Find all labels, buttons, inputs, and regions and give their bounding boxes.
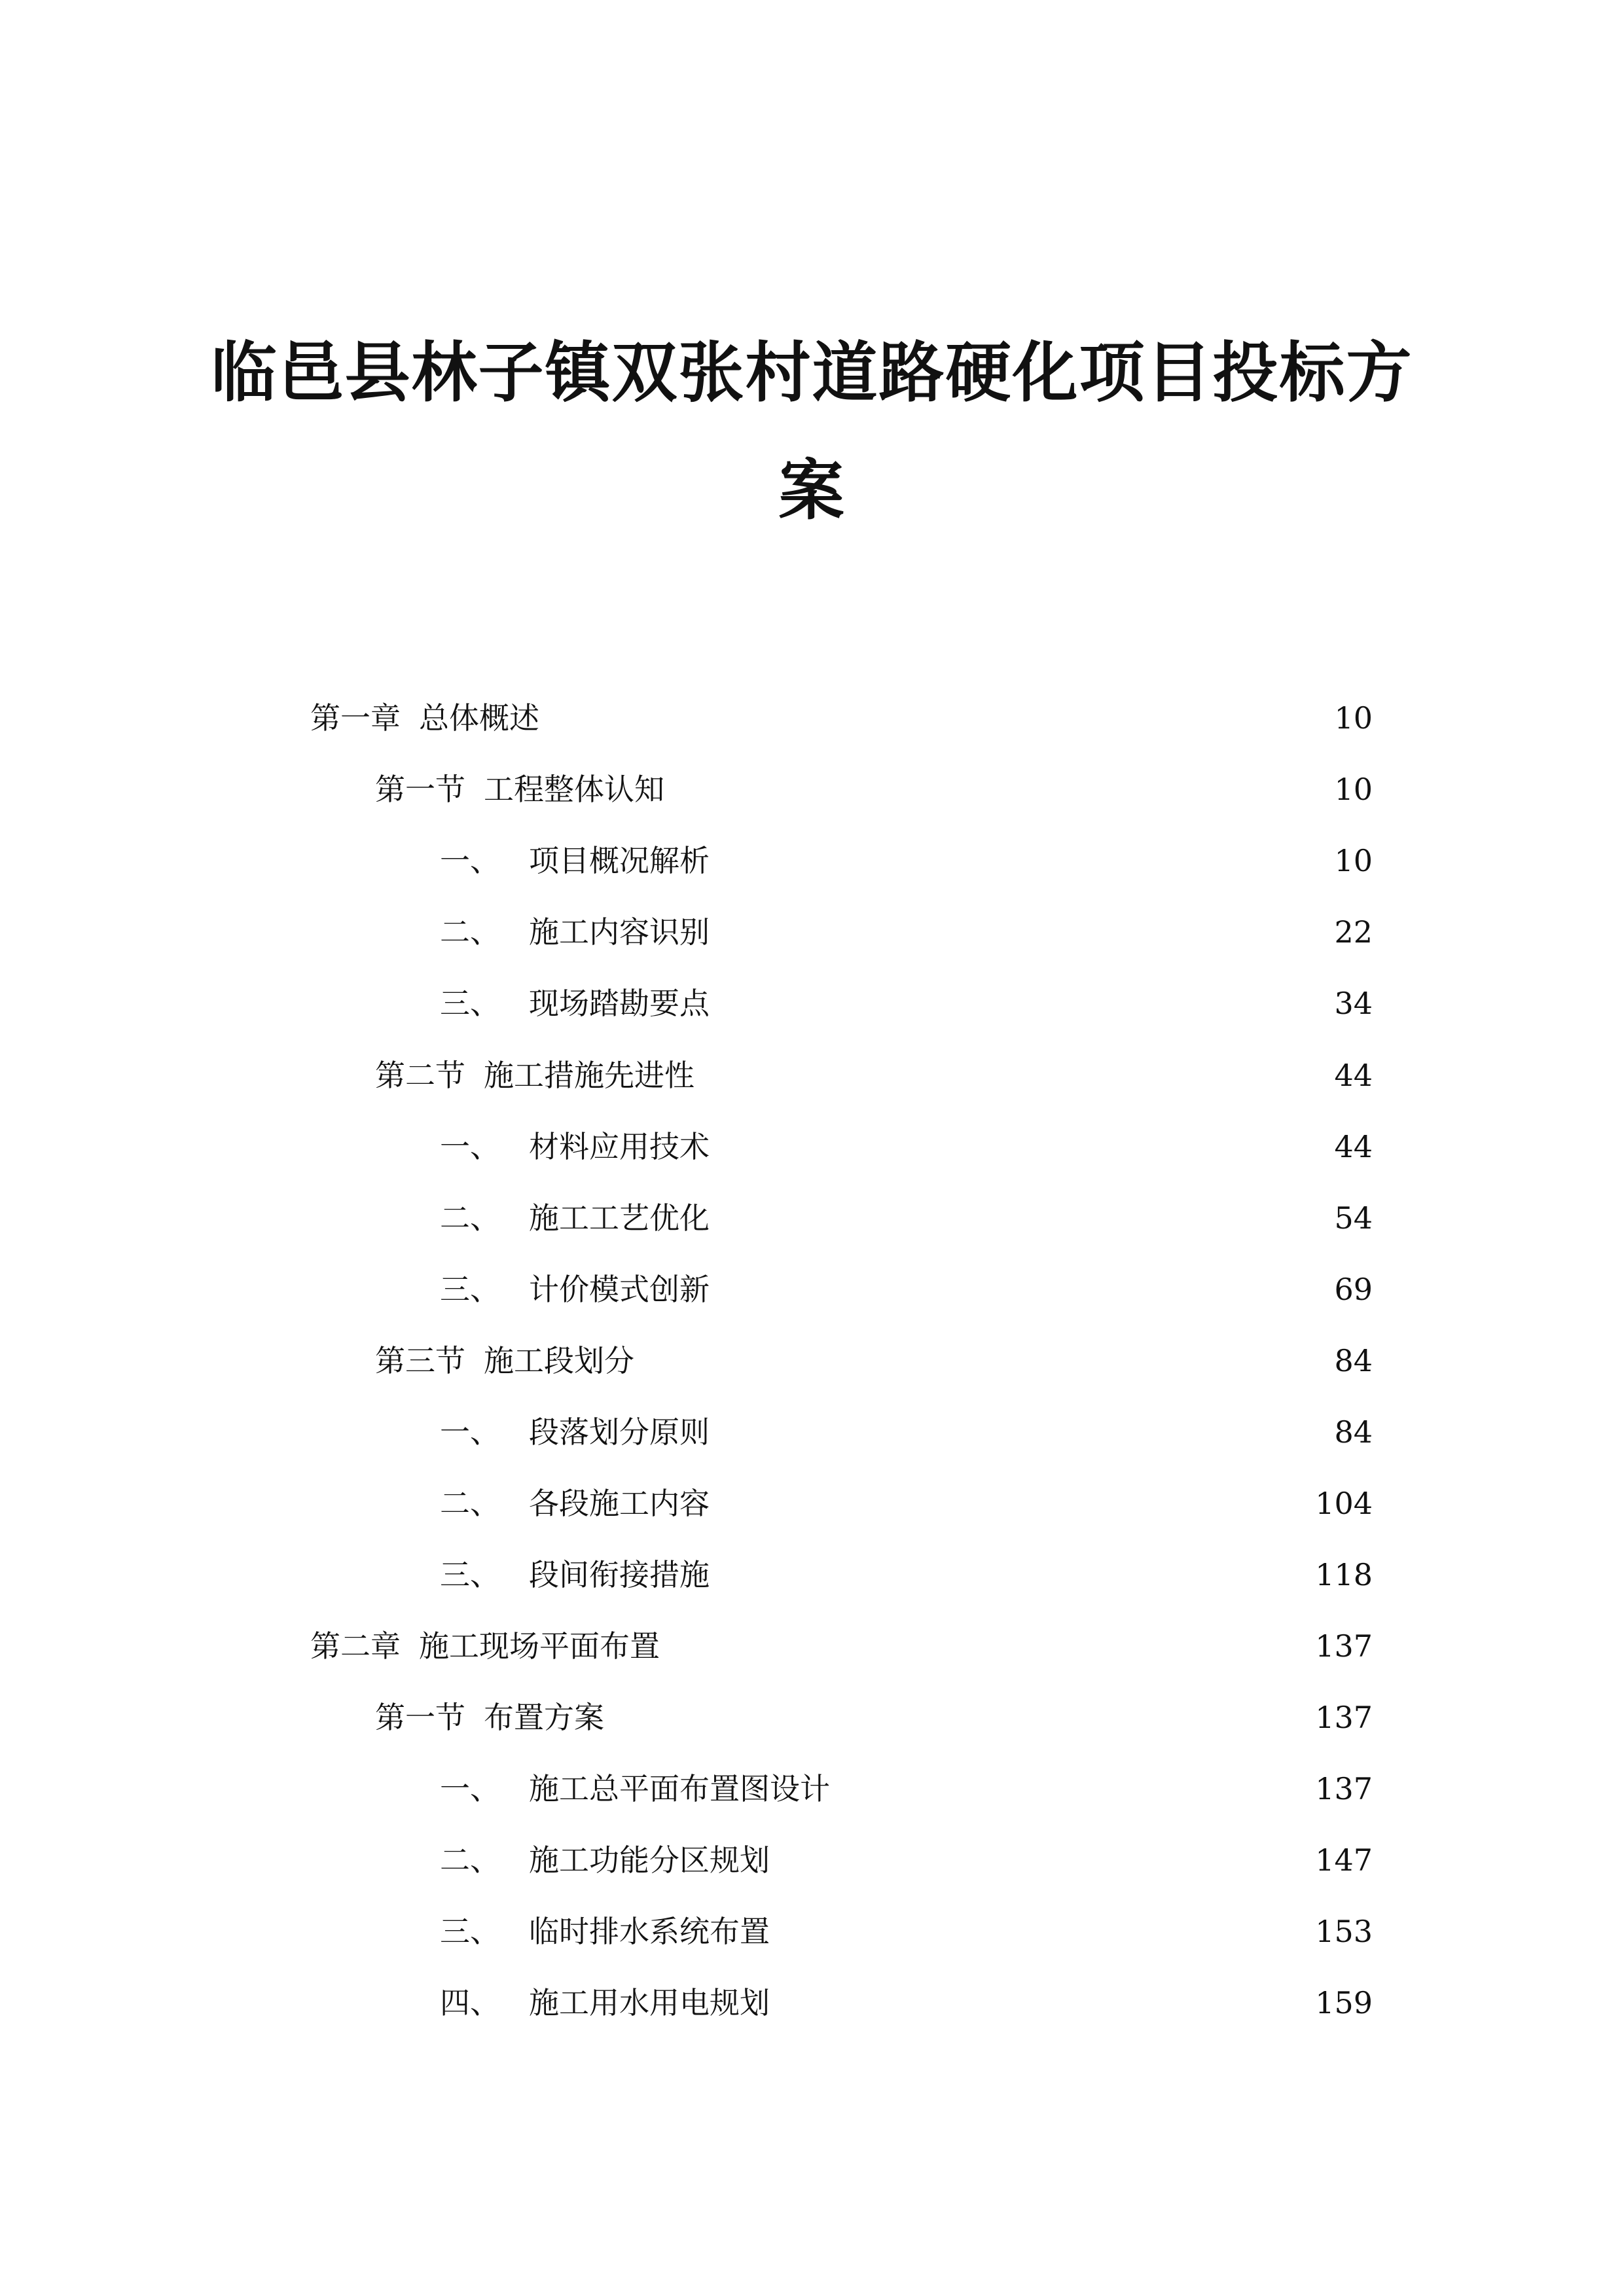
toc-entry-title: 施工用水用电规划 — [529, 1985, 770, 2020]
toc-entry-number: 一、 — [440, 1771, 500, 1806]
toc-dot-leader — [646, 1338, 1322, 1384]
toc-entry-number: 二、 — [440, 1200, 500, 1236]
toc-entry-page: 153 — [1315, 1914, 1373, 1949]
toc-entry-page: 22 — [1334, 914, 1373, 950]
toc-dot-leader — [721, 909, 1322, 955]
toc-entry[interactable] — [440, 1266, 1373, 1312]
toc-entry-page: 44 — [1334, 1058, 1373, 1093]
toc-entry-page: 44 — [1334, 1129, 1373, 1164]
toc-entry[interactable] — [440, 1195, 1373, 1241]
toc-entry-number: 第一节 — [375, 772, 465, 807]
toc-dot-leader — [721, 1480, 1303, 1526]
toc-entry[interactable] — [440, 980, 1373, 1026]
toc-entry-title: 段落划分原则 — [529, 1414, 710, 1450]
toc-entry-number: 三、 — [440, 1557, 500, 1592]
toc-entry-title: 布置方案 — [484, 1700, 604, 1735]
toc-entry[interactable] — [440, 1909, 1373, 1954]
toc-entry-title: 施工内容识别 — [529, 914, 710, 950]
toc-entry-page: 147 — [1315, 1842, 1373, 1878]
toc-dot-leader — [721, 1124, 1322, 1170]
toc-entry-title: 段间衔接措施 — [529, 1557, 710, 1592]
toc-entry-number: 第三节 — [375, 1343, 465, 1378]
toc-entry-number: 第二节 — [375, 1058, 465, 1093]
toc-dot-leader — [842, 1766, 1303, 1812]
toc-entry-page: 10 — [1334, 772, 1373, 807]
toc-dot-leader — [551, 695, 1322, 741]
toc-entry-number: 一、 — [440, 1129, 500, 1164]
toc-entry[interactable] — [310, 695, 1373, 741]
toc-entry-title: 施工功能分区规划 — [529, 1842, 770, 1878]
toc-dot-leader — [616, 1695, 1303, 1740]
toc-dot-leader — [706, 1052, 1322, 1098]
toc-dot-leader — [676, 766, 1322, 812]
document-title-line1: 临邑县林子镇双张村道路硬化项目投标方 — [211, 334, 1413, 411]
toc-entry-page: 84 — [1334, 1343, 1373, 1378]
toc-entry-number: 二、 — [440, 1842, 500, 1878]
toc-entry-title: 施工总平面布置图设计 — [529, 1771, 830, 1806]
toc-entry-title: 施工工艺优化 — [529, 1200, 710, 1236]
toc-entry-page: 84 — [1334, 1414, 1373, 1450]
toc-entry-title: 材料应用技术 — [529, 1129, 710, 1164]
toc-dot-leader — [782, 1837, 1303, 1883]
toc-entry[interactable] — [440, 1766, 1373, 1812]
toc-entry-page: 34 — [1334, 986, 1373, 1021]
toc-entry[interactable] — [375, 1695, 1373, 1740]
toc-entry-page: 104 — [1315, 1486, 1373, 1521]
toc-entry[interactable] — [440, 1480, 1373, 1526]
toc-entry-title: 总体概述 — [419, 700, 539, 736]
toc-entry-page: 137 — [1315, 1628, 1373, 1664]
toc-dot-leader — [721, 838, 1322, 884]
toc-entry[interactable] — [440, 1552, 1373, 1598]
toc-entry[interactable] — [375, 766, 1373, 812]
toc-entry-page: 54 — [1334, 1200, 1373, 1236]
toc-entry-number: 三、 — [440, 1272, 500, 1307]
toc-entry[interactable] — [440, 1409, 1373, 1455]
toc-entry-number: 二、 — [440, 914, 500, 950]
toc-dot-leader — [782, 1909, 1303, 1954]
toc-entry-title: 施工段划分 — [484, 1343, 634, 1378]
toc-entry-number: 第一节 — [375, 1700, 465, 1735]
toc-entry[interactable] — [440, 838, 1373, 884]
toc-dot-leader — [721, 1552, 1303, 1598]
toc-entry-title: 临时排水系统布置 — [529, 1914, 770, 1949]
toc-entry-number: 三、 — [440, 986, 500, 1021]
toc-entry-title: 项目概况解析 — [529, 843, 710, 878]
toc-dot-leader — [721, 980, 1322, 1026]
toc-entry-page: 159 — [1315, 1985, 1373, 2020]
toc-entry-number: 二、 — [440, 1486, 500, 1521]
toc-entry-page: 69 — [1334, 1272, 1373, 1307]
toc-entry[interactable] — [440, 1837, 1373, 1883]
toc-dot-leader — [672, 1623, 1303, 1669]
toc-entry[interactable] — [440, 909, 1373, 955]
toc-entry-number: 三、 — [440, 1914, 500, 1949]
toc-entry-title: 施工措施先进性 — [484, 1058, 695, 1093]
toc-entry-page: 118 — [1315, 1557, 1373, 1592]
toc-entry[interactable] — [440, 1980, 1373, 2026]
toc-entry-title: 各段施工内容 — [529, 1486, 710, 1521]
toc-entry-page: 10 — [1334, 843, 1373, 878]
toc-entry-title: 工程整体认知 — [484, 772, 664, 807]
document-title-line2: 案 — [778, 452, 846, 529]
toc-entry-number: 第一章 — [310, 700, 401, 736]
toc-entry-page: 137 — [1315, 1771, 1373, 1806]
toc-entry-page: 137 — [1315, 1700, 1373, 1735]
toc-entry-number: 第二章 — [310, 1628, 401, 1664]
toc-entry[interactable] — [310, 1623, 1373, 1669]
toc-entry[interactable] — [375, 1052, 1373, 1098]
toc-entry-title: 施工现场平面布置 — [419, 1628, 660, 1664]
toc-entry-page: 10 — [1334, 700, 1373, 736]
toc-dot-leader — [721, 1266, 1322, 1312]
toc-entry-number: 一、 — [440, 843, 500, 878]
toc-entry-title: 计价模式创新 — [529, 1272, 710, 1307]
toc-entry-title: 现场踏勘要点 — [529, 986, 710, 1021]
toc-entry-number: 一、 — [440, 1414, 500, 1450]
toc-dot-leader — [721, 1409, 1322, 1455]
toc-dot-leader — [782, 1980, 1303, 2026]
toc-entry-number: 四、 — [440, 1985, 500, 2020]
toc-entry[interactable] — [440, 1124, 1373, 1170]
toc-entry[interactable] — [375, 1338, 1373, 1384]
toc-dot-leader — [721, 1195, 1322, 1241]
